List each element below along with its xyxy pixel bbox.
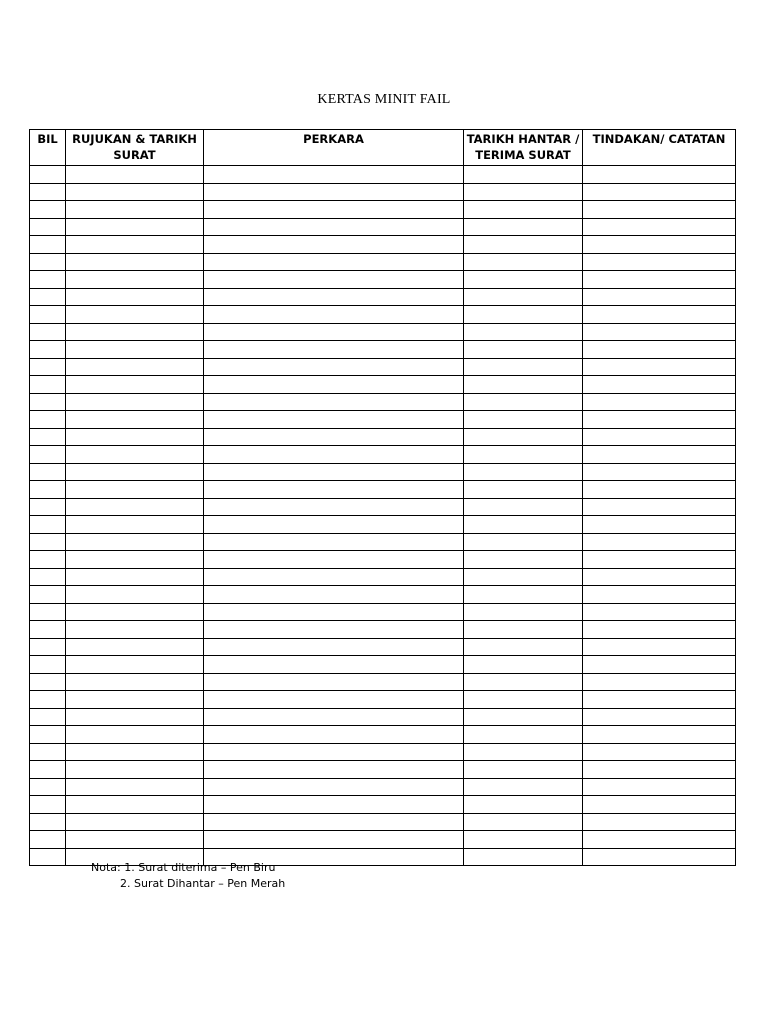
cell-tarikh — [464, 586, 583, 604]
table-row — [30, 551, 736, 569]
cell-rujukan — [66, 166, 204, 184]
cell-tindakan — [583, 761, 736, 779]
cell-tarikh — [464, 621, 583, 639]
cell-bil — [30, 253, 66, 271]
cell-perkara — [204, 638, 464, 656]
table-row — [30, 516, 736, 534]
cell-perkara — [204, 481, 464, 499]
cell-bil — [30, 796, 66, 814]
cell-rujukan — [66, 306, 204, 324]
cell-tindakan — [583, 551, 736, 569]
cell-bil — [30, 376, 66, 394]
cell-bil — [30, 183, 66, 201]
cell-perkara — [204, 288, 464, 306]
table-row — [30, 306, 736, 324]
cell-rujukan — [66, 586, 204, 604]
cell-perkara — [204, 516, 464, 534]
cell-tindakan — [583, 656, 736, 674]
cell-perkara — [204, 691, 464, 709]
cell-tarikh — [464, 778, 583, 796]
cell-perkara — [204, 831, 464, 849]
table-row — [30, 358, 736, 376]
table-body — [30, 166, 736, 866]
cell-tindakan — [583, 411, 736, 429]
cell-rujukan — [66, 253, 204, 271]
cell-perkara — [204, 656, 464, 674]
cell-bil — [30, 288, 66, 306]
table-row — [30, 236, 736, 254]
cell-tarikh — [464, 796, 583, 814]
cell-tindakan — [583, 778, 736, 796]
cell-perkara — [204, 673, 464, 691]
cell-tindakan — [583, 743, 736, 761]
table-row — [30, 796, 736, 814]
cell-perkara — [204, 603, 464, 621]
cell-rujukan — [66, 376, 204, 394]
table-row — [30, 691, 736, 709]
cell-rujukan — [66, 481, 204, 499]
cell-rujukan — [66, 288, 204, 306]
cell-rujukan — [66, 603, 204, 621]
cell-perkara — [204, 743, 464, 761]
cell-tindakan — [583, 621, 736, 639]
cell-tarikh — [464, 498, 583, 516]
cell-perkara — [204, 306, 464, 324]
cell-bil — [30, 673, 66, 691]
cell-rujukan — [66, 831, 204, 849]
cell-bil — [30, 218, 66, 236]
cell-rujukan — [66, 726, 204, 744]
cell-tarikh — [464, 253, 583, 271]
cell-perkara — [204, 323, 464, 341]
table-row — [30, 656, 736, 674]
nota-line-2: 2. Surat Dihantar – Pen Merah — [120, 877, 286, 890]
cell-rujukan — [66, 621, 204, 639]
cell-bil — [30, 201, 66, 219]
cell-perkara — [204, 358, 464, 376]
cell-tarikh — [464, 411, 583, 429]
cell-perkara — [204, 726, 464, 744]
cell-perkara — [204, 393, 464, 411]
cell-rujukan — [66, 498, 204, 516]
cell-tarikh — [464, 271, 583, 289]
cell-bil — [30, 603, 66, 621]
cell-tindakan — [583, 533, 736, 551]
cell-bil — [30, 778, 66, 796]
cell-tindakan — [583, 726, 736, 744]
cell-bil — [30, 306, 66, 324]
cell-tarikh — [464, 481, 583, 499]
header-tarikh: TARIKH HANTAR / TERIMA SURAT — [464, 130, 583, 166]
cell-rujukan — [66, 323, 204, 341]
table-row — [30, 498, 736, 516]
cell-rujukan — [66, 761, 204, 779]
cell-tindakan — [583, 166, 736, 184]
cell-perkara — [204, 621, 464, 639]
cell-tarikh — [464, 166, 583, 184]
cell-tarikh — [464, 761, 583, 779]
cell-bil — [30, 848, 66, 866]
cell-tindakan — [583, 376, 736, 394]
table-row — [30, 201, 736, 219]
table-row — [30, 586, 736, 604]
cell-tindakan — [583, 848, 736, 866]
cell-bil — [30, 638, 66, 656]
cell-rujukan — [66, 218, 204, 236]
cell-tindakan — [583, 603, 736, 621]
cell-tarikh — [464, 516, 583, 534]
table-row — [30, 673, 736, 691]
cell-tarikh — [464, 848, 583, 866]
cell-perkara — [204, 533, 464, 551]
cell-tarikh — [464, 201, 583, 219]
cell-rujukan — [66, 813, 204, 831]
table-row — [30, 393, 736, 411]
cell-perkara — [204, 586, 464, 604]
table-row — [30, 778, 736, 796]
cell-bil — [30, 691, 66, 709]
cell-bil — [30, 411, 66, 429]
table-row — [30, 341, 736, 359]
nota-line-1: Nota: 1. Surat diterima – Pen Biru — [91, 861, 276, 874]
cell-tindakan — [583, 691, 736, 709]
cell-perkara — [204, 796, 464, 814]
cell-rujukan — [66, 691, 204, 709]
table-row — [30, 743, 736, 761]
cell-bil — [30, 323, 66, 341]
cell-tindakan — [583, 481, 736, 499]
cell-rujukan — [66, 568, 204, 586]
cell-perkara — [204, 376, 464, 394]
cell-rujukan — [66, 446, 204, 464]
cell-tarikh — [464, 446, 583, 464]
table-row — [30, 428, 736, 446]
cell-tindakan — [583, 463, 736, 481]
cell-tarikh — [464, 551, 583, 569]
cell-tindakan — [583, 288, 736, 306]
cell-tindakan — [583, 253, 736, 271]
cell-tarikh — [464, 463, 583, 481]
cell-rujukan — [66, 236, 204, 254]
cell-tarikh — [464, 306, 583, 324]
cell-tarikh — [464, 603, 583, 621]
header-rujukan: RUJUKAN & TARIKH SURAT — [66, 130, 204, 166]
cell-rujukan — [66, 638, 204, 656]
cell-perkara — [204, 253, 464, 271]
cell-bil — [30, 166, 66, 184]
table-row — [30, 761, 736, 779]
header-bil: BIL — [30, 130, 66, 166]
table-row — [30, 708, 736, 726]
table-row — [30, 271, 736, 289]
header-tindakan: TINDAKAN/ CATATAN — [583, 130, 736, 166]
cell-rujukan — [66, 341, 204, 359]
cell-perkara — [204, 201, 464, 219]
cell-tindakan — [583, 358, 736, 376]
table-row — [30, 831, 736, 849]
cell-tindakan — [583, 236, 736, 254]
cell-tarikh — [464, 341, 583, 359]
cell-rujukan — [66, 411, 204, 429]
cell-tindakan — [583, 306, 736, 324]
cell-rujukan — [66, 393, 204, 411]
cell-tindakan — [583, 638, 736, 656]
cell-tarikh — [464, 656, 583, 674]
cell-tarikh — [464, 673, 583, 691]
cell-bil — [30, 568, 66, 586]
cell-tarikh — [464, 533, 583, 551]
cell-perkara — [204, 708, 464, 726]
cell-tindakan — [583, 813, 736, 831]
cell-bil — [30, 498, 66, 516]
table-row — [30, 183, 736, 201]
cell-perkara — [204, 778, 464, 796]
cell-rujukan — [66, 796, 204, 814]
cell-tindakan — [583, 183, 736, 201]
cell-rujukan — [66, 708, 204, 726]
cell-rujukan — [66, 656, 204, 674]
cell-tindakan — [583, 796, 736, 814]
table-row — [30, 638, 736, 656]
cell-tarikh — [464, 708, 583, 726]
cell-bil — [30, 831, 66, 849]
cell-perkara — [204, 218, 464, 236]
cell-tindakan — [583, 271, 736, 289]
cell-perkara — [204, 463, 464, 481]
cell-bil — [30, 516, 66, 534]
cell-rujukan — [66, 183, 204, 201]
table-row — [30, 621, 736, 639]
cell-tarikh — [464, 726, 583, 744]
cell-bil — [30, 586, 66, 604]
cell-tindakan — [583, 218, 736, 236]
cell-rujukan — [66, 778, 204, 796]
cell-tarikh — [464, 691, 583, 709]
table-row — [30, 463, 736, 481]
cell-perkara — [204, 813, 464, 831]
cell-perkara — [204, 568, 464, 586]
cell-bil — [30, 446, 66, 464]
cell-tindakan — [583, 708, 736, 726]
cell-rujukan — [66, 201, 204, 219]
cell-bil — [30, 533, 66, 551]
cell-rujukan — [66, 428, 204, 446]
cell-perkara — [204, 271, 464, 289]
cell-bil — [30, 428, 66, 446]
table-row — [30, 726, 736, 744]
cell-tarikh — [464, 428, 583, 446]
cell-tarikh — [464, 568, 583, 586]
cell-tarikh — [464, 376, 583, 394]
cell-tarikh — [464, 638, 583, 656]
cell-tarikh — [464, 218, 583, 236]
minute-table — [29, 129, 736, 866]
cell-rujukan — [66, 551, 204, 569]
cell-tindakan — [583, 446, 736, 464]
table-row — [30, 446, 736, 464]
cell-tarikh — [464, 831, 583, 849]
page-title: KERTAS MINIT FAIL — [317, 92, 451, 107]
cell-tarikh — [464, 183, 583, 201]
cell-bil — [30, 481, 66, 499]
cell-bil — [30, 743, 66, 761]
cell-tindakan — [583, 323, 736, 341]
cell-perkara — [204, 183, 464, 201]
cell-tindakan — [583, 498, 736, 516]
cell-tarikh — [464, 393, 583, 411]
cell-perkara — [204, 498, 464, 516]
cell-tindakan — [583, 516, 736, 534]
table-row — [30, 568, 736, 586]
cell-perkara — [204, 236, 464, 254]
table-row — [30, 533, 736, 551]
cell-perkara — [204, 446, 464, 464]
cell-rujukan — [66, 358, 204, 376]
cell-rujukan — [66, 463, 204, 481]
cell-perkara — [204, 761, 464, 779]
cell-perkara — [204, 341, 464, 359]
cell-tarikh — [464, 743, 583, 761]
cell-tindakan — [583, 428, 736, 446]
table-row — [30, 253, 736, 271]
cell-tarikh — [464, 813, 583, 831]
cell-bil — [30, 463, 66, 481]
cell-tindakan — [583, 201, 736, 219]
cell-rujukan — [66, 516, 204, 534]
cell-tarikh — [464, 323, 583, 341]
cell-rujukan — [66, 271, 204, 289]
table-row — [30, 376, 736, 394]
nota-section — [91, 860, 285, 892]
cell-perkara — [204, 551, 464, 569]
cell-bil — [30, 393, 66, 411]
cell-rujukan — [66, 743, 204, 761]
cell-bil — [30, 341, 66, 359]
table-row — [30, 288, 736, 306]
cell-perkara — [204, 411, 464, 429]
cell-perkara — [204, 166, 464, 184]
table-row — [30, 603, 736, 621]
cell-bil — [30, 271, 66, 289]
cell-tindakan — [583, 586, 736, 604]
cell-tarikh — [464, 288, 583, 306]
cell-perkara — [204, 428, 464, 446]
table-row — [30, 323, 736, 341]
cell-bil — [30, 358, 66, 376]
table-header-row — [30, 130, 736, 166]
cell-bil — [30, 813, 66, 831]
cell-rujukan — [66, 533, 204, 551]
table-row — [30, 166, 736, 184]
cell-bil — [30, 621, 66, 639]
cell-tindakan — [583, 568, 736, 586]
cell-bil — [30, 551, 66, 569]
cell-tindakan — [583, 831, 736, 849]
cell-tindakan — [583, 673, 736, 691]
cell-bil — [30, 726, 66, 744]
cell-rujukan — [66, 673, 204, 691]
header-perkara: PERKARA — [204, 130, 464, 166]
table-row — [30, 813, 736, 831]
cell-tarikh — [464, 358, 583, 376]
table-row — [30, 218, 736, 236]
table-row — [30, 411, 736, 429]
cell-bil — [30, 708, 66, 726]
table-row — [30, 481, 736, 499]
cell-bil — [30, 236, 66, 254]
cell-tindakan — [583, 393, 736, 411]
cell-bil — [30, 761, 66, 779]
cell-tindakan — [583, 341, 736, 359]
cell-bil — [30, 656, 66, 674]
cell-tarikh — [464, 236, 583, 254]
